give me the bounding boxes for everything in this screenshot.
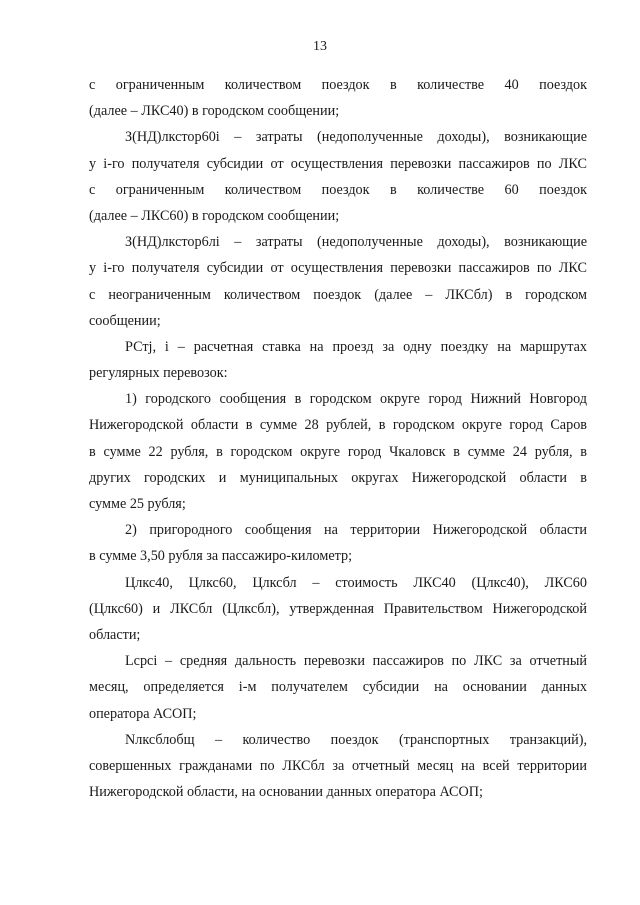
document-body xyxy=(89,72,587,805)
text-line: 2) пригородного сообщения на территории Нижегородской области xyxy=(125,522,587,539)
text-line: (далее – ЛКС60) в городском сообщении; xyxy=(89,207,340,224)
text-line: Нижегородской области, на основании данных оператора АСОП; xyxy=(89,784,483,801)
text-line: РСтj, і – расчетная ставка на проезд за одну поездку на маршрутах xyxy=(125,338,587,355)
text-line: с неограниченным количеством поездок (далее – ЛКСбл) в городском xyxy=(89,286,587,303)
text-line: с ограниченным количеством поездок в количестве 40 поездок xyxy=(89,77,587,93)
text-line: Цлкс40, Цлкс60, Цлксбл – стоимость ЛКС40 (Цлкс40), ЛКС60 xyxy=(125,574,587,591)
text-line: регулярных перевозок: xyxy=(89,365,228,382)
text-line: сумме 25 рубля; xyxy=(89,496,186,512)
text-line: совершенных гражданами по ЛКСбл за отчетный месяц на всей территории xyxy=(89,757,587,774)
text-line: месяц, определяется і-м получателем субсидии на основании данных xyxy=(89,679,587,696)
text-line: сообщении; xyxy=(89,312,161,329)
text-line: в сумме 22 рубля, в городском округе город Чкаловск в сумме 24 рубля, в xyxy=(89,443,587,460)
text-line: З(НД)лкстор60і – затраты (недополученные доходы), возникающие xyxy=(125,129,587,146)
text-line: в сумме 3,50 рубля за пассажиро-километр; xyxy=(89,548,353,565)
text-line: Lсрсі – средняя дальность перевозки пассажиров по ЛКС за отчетный xyxy=(125,653,587,670)
text-line: Нижегородской области в сумме 28 рублей, в городском округе город Саров xyxy=(89,417,587,434)
text-line: З(НД)лкстор6лі – затраты (недополученные доходы), возникающие xyxy=(125,234,587,251)
text-line: 1) городского сообщения в городском округе город Нижний Новгород xyxy=(125,391,587,408)
text-line: с ограниченным количеством поездок в количестве 60 поездок xyxy=(89,181,587,198)
text-line: других городских и муниципальных округах Нижегородской области в xyxy=(89,469,587,486)
text-line: у і-го получателя субсидии от осуществления перевозки пассажиров по ЛКС xyxy=(89,260,587,277)
text-line: (Цлкс60) и ЛКСбл (Цлксбл), утвержденная Правительством Нижегородской xyxy=(89,600,587,617)
text-line: (далее – ЛКС40) в городском сообщении; xyxy=(89,103,340,120)
text-line: Nлксблобщ – количество поездок (транспортных транзакций), xyxy=(125,731,587,748)
text-line: оператора АСОП; xyxy=(89,705,197,722)
text-line: области; xyxy=(89,626,141,643)
page-number: 13 xyxy=(313,39,327,54)
text-line: у і-го получателя субсидии от осуществления перевозки пассажиров по ЛКС xyxy=(89,155,587,172)
